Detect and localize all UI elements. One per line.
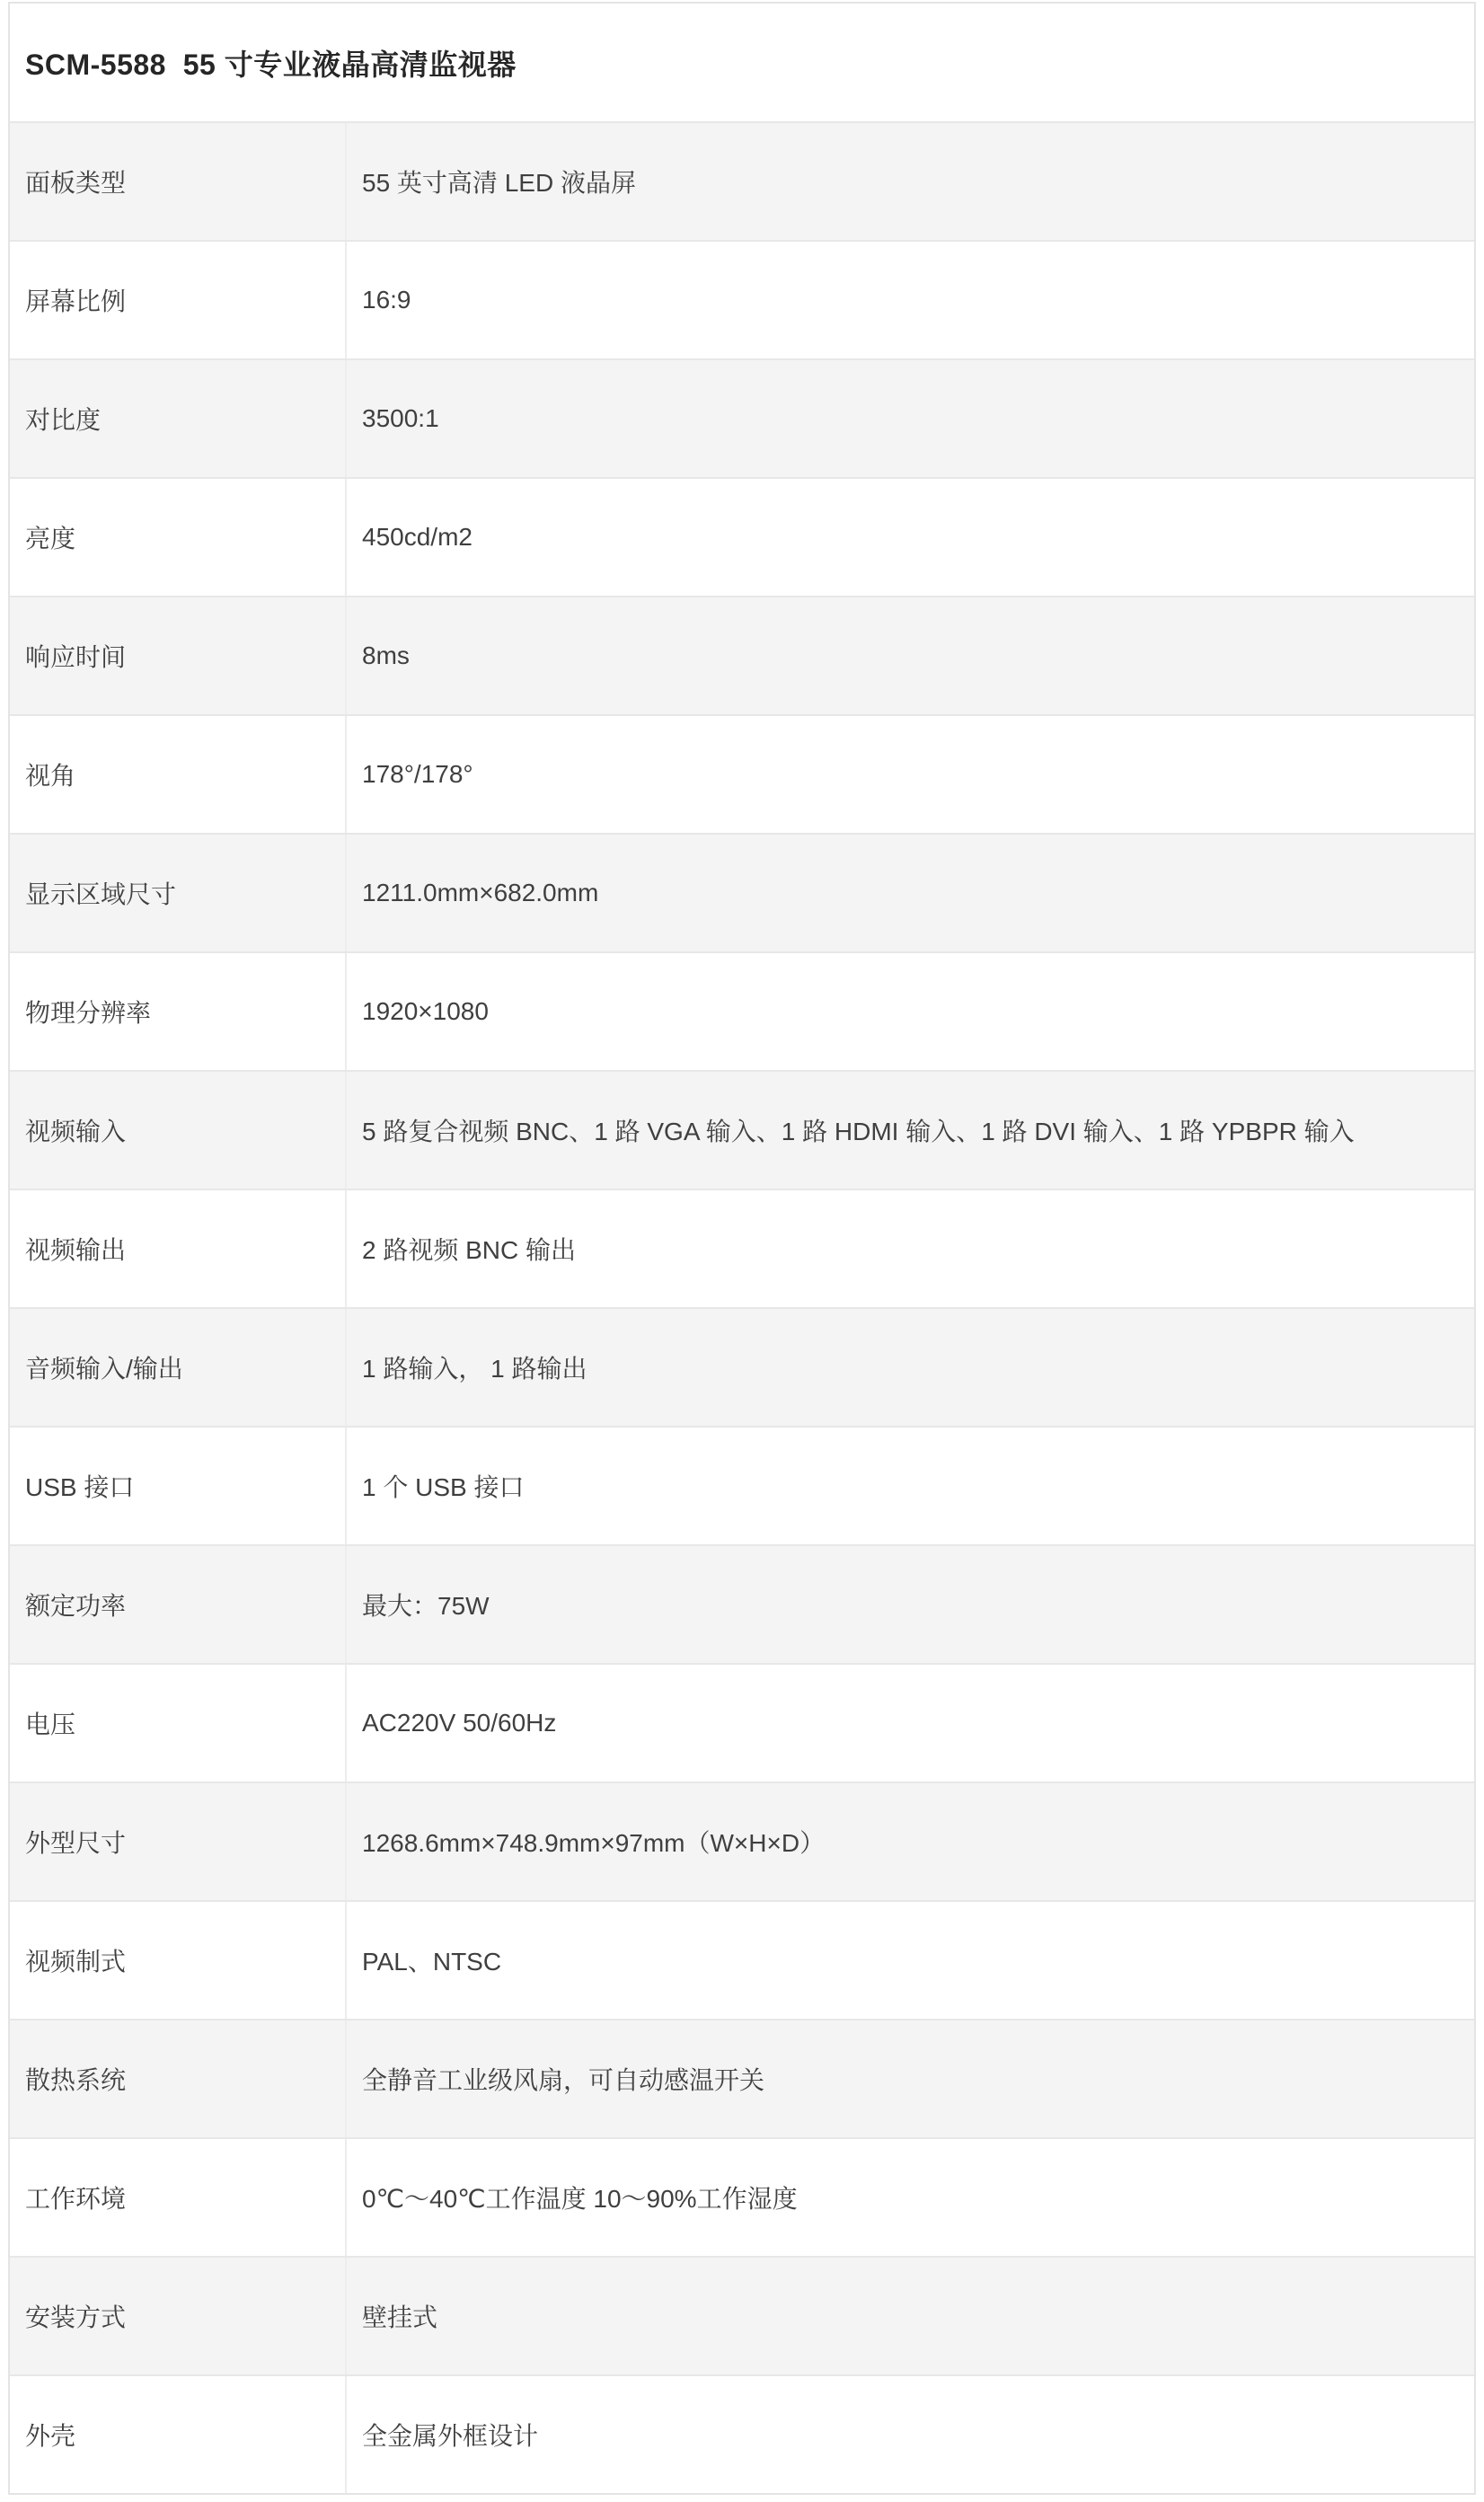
table-row bbox=[10, 2137, 1474, 2256]
table-row bbox=[10, 121, 1474, 240]
spec-value: 全金属外框设计 bbox=[362, 2422, 539, 2450]
spec-label: 散热系统 bbox=[10, 2020, 347, 2137]
spec-value: 0℃～40℃工作温度 10～90%工作湿度 bbox=[362, 2185, 798, 2213]
spec-table bbox=[8, 2, 1476, 2495]
spec-label: 视角 bbox=[10, 716, 347, 833]
table-row bbox=[10, 1189, 1474, 1307]
table-row bbox=[10, 833, 1474, 951]
spec-label: 对比度 bbox=[10, 360, 347, 477]
table-row bbox=[10, 2374, 1474, 2493]
spec-value: 1211.0mm×682.0mm bbox=[362, 879, 599, 906]
table-row bbox=[10, 596, 1474, 714]
spec-label: 显示区域尺寸 bbox=[10, 835, 347, 951]
table-row bbox=[10, 1544, 1474, 1663]
spec-value: 16:9 bbox=[362, 286, 411, 314]
spec-label: 视频输出 bbox=[10, 1190, 347, 1307]
spec-rows-container bbox=[10, 121, 1474, 2493]
spec-label: 视频制式 bbox=[10, 1902, 347, 2019]
table-row bbox=[10, 240, 1474, 358]
spec-value: 壁挂式 bbox=[362, 2303, 438, 2331]
table-row bbox=[10, 1426, 1474, 1544]
spec-value: 1268.6mm×748.9mm×97mm（W×H×D） bbox=[362, 1829, 826, 1857]
table-row bbox=[10, 2256, 1474, 2374]
table-row bbox=[10, 1663, 1474, 1781]
spec-value: 8ms bbox=[362, 641, 410, 669]
spec-value: PAL、NTSC bbox=[362, 1948, 502, 1976]
spec-label: 响应时间 bbox=[10, 597, 347, 714]
table-row bbox=[10, 1900, 1474, 2019]
spec-label: 电压 bbox=[10, 1665, 347, 1781]
spec-value: AC220V 50/60Hz bbox=[362, 1709, 557, 1737]
spec-label: 外壳 bbox=[10, 2376, 347, 2493]
table-row bbox=[10, 1070, 1474, 1189]
spec-value: 178°/178° bbox=[362, 760, 473, 788]
table-row bbox=[10, 358, 1474, 477]
spec-value: 450cd/m2 bbox=[362, 523, 473, 551]
product-title: SCM-5588 55 寸专业液晶高清监视器 bbox=[25, 48, 517, 81]
table-row bbox=[10, 477, 1474, 596]
spec-label: USB 接口 bbox=[10, 1428, 347, 1544]
table-row bbox=[10, 1781, 1474, 1900]
spec-label: 工作环境 bbox=[10, 2139, 347, 2256]
spec-label: 安装方式 bbox=[10, 2258, 347, 2374]
spec-value: 2 路视频 BNC 输出 bbox=[362, 1236, 577, 1264]
spec-value: 1920×1080 bbox=[362, 997, 489, 1025]
table-row bbox=[10, 714, 1474, 833]
spec-label: 物理分辨率 bbox=[10, 953, 347, 1070]
table-title-row bbox=[10, 4, 1474, 121]
spec-value: 5 路复合视频 BNC、1 路 VGA 输入、1 路 HDMI 输入、1 路 DVI 输入、1 路 YPBPR 输入 bbox=[362, 1118, 1355, 1145]
table-row bbox=[10, 2019, 1474, 2137]
spec-value: 最大：75W bbox=[362, 1592, 490, 1620]
spec-label: 外型尺寸 bbox=[10, 1783, 347, 1900]
spec-label: 视频输入 bbox=[10, 1072, 347, 1189]
table-row bbox=[10, 1307, 1474, 1426]
spec-label: 面板类型 bbox=[10, 123, 347, 240]
spec-label: 额定功率 bbox=[10, 1546, 347, 1663]
spec-value: 1 路输入， 1 路输出 bbox=[362, 1355, 587, 1383]
spec-value: 1 个 USB 接口 bbox=[362, 1473, 525, 1501]
spec-value: 全静音工业级风扇，可自动感温开关 bbox=[362, 2066, 765, 2094]
spec-label: 亮度 bbox=[10, 479, 347, 596]
table-row bbox=[10, 951, 1474, 1070]
spec-value: 55 英寸高清 LED 液晶屏 bbox=[362, 169, 636, 197]
spec-label: 音频输入/输出 bbox=[10, 1309, 347, 1426]
spec-label: 屏幕比例 bbox=[10, 242, 347, 358]
spec-value: 3500:1 bbox=[362, 404, 439, 432]
